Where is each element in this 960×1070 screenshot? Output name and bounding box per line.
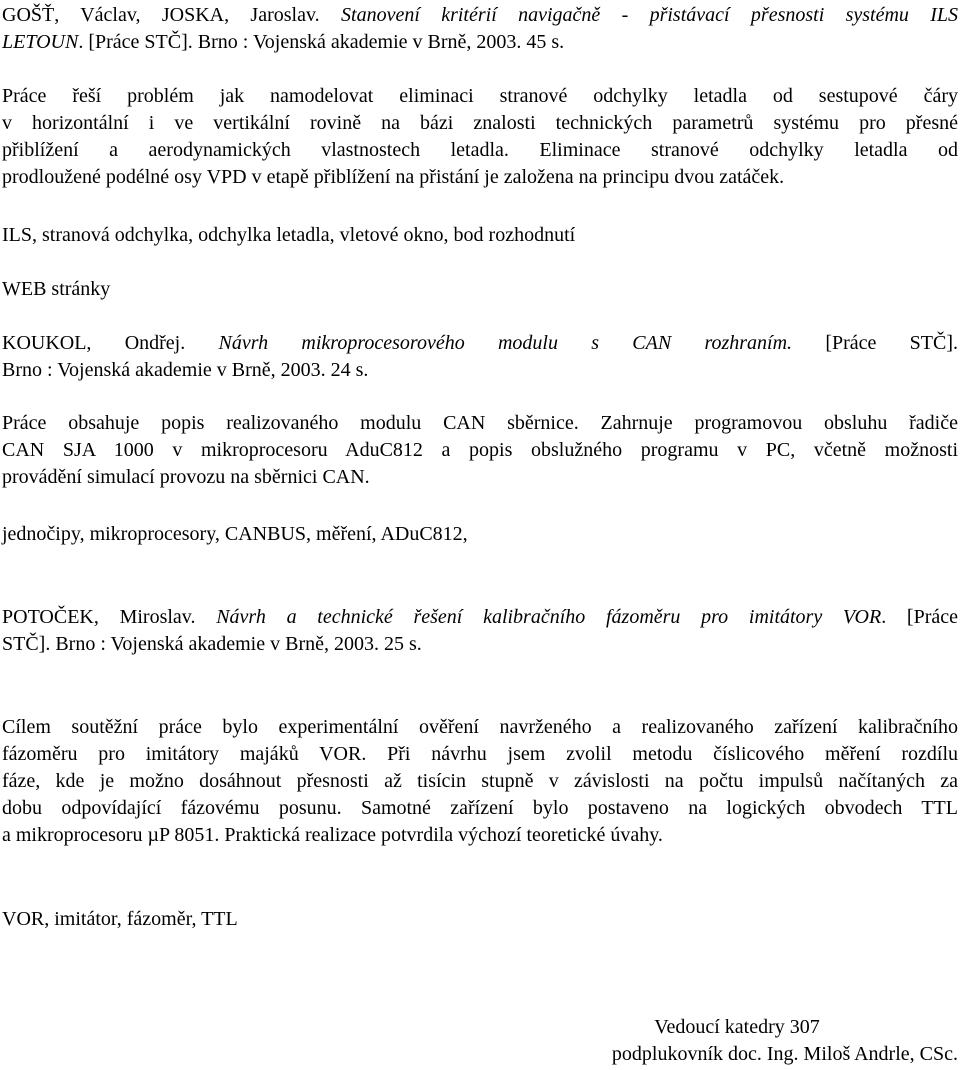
- entry-2-citation-line-1: [2, 330, 958, 357]
- abstract-line: v horizontální i ve vertikální rovině na bázi znalosti technických parametrů systému pro přesné: [2, 112, 958, 134]
- entry-2-keywords: jednočipy, mikroprocesory, CANBUS, měření, ADuC812,: [2, 523, 468, 545]
- entry-3-citation-line-1: [2, 604, 958, 631]
- entry-3-title: Návrh a technické řešení kalibračního fázoměru pro imitátory VOR: [216, 606, 882, 628]
- abstract-line: Cílem soutěžní práce bylo experimentální ověření navrženého a realizovaného zařízení kalibračního: [2, 716, 958, 738]
- signature-name: podplukovník doc. Ing. Miloš Andrle, CSc.: [611, 1043, 958, 1065]
- abstract-line: fáze, kde je možno dosáhnout přesnosti až tisícin stupně v závislosti na počtu impulsů načítaných za: [2, 770, 958, 792]
- abstract-line: CAN SJA 1000 v mikroprocesoru AduC812 a popis obslužného programu v PC, včetně možnosti: [2, 439, 958, 461]
- entry-2-authors: KOUKOL, Ondřej.: [2, 332, 186, 354]
- entry-1-citation-line-2: [2, 29, 958, 56]
- entry-3-publication: . [Práce: [881, 606, 959, 628]
- abstract-line: Práce řeší problém jak namodelovat eliminaci stranové odchylky letadla od sestupové čáry: [2, 85, 958, 107]
- abstract-line: fázoměru pro imitátory majáků VOR. Při návrhu jsem zvolil metodu číslicového měření rozdílu: [2, 743, 958, 765]
- abstract-line: dobu odpovídající fázovému posunu. Samotné zařízení bylo postaveno na logických obvodech TTL: [2, 797, 958, 819]
- abstract-line: prodloužené podélné osy VPD v etapě přiblížení na přistání je založena na principu dvou zatáček.: [2, 166, 785, 188]
- entry-2-abstract: [2, 410, 958, 491]
- entry-2-citation: [2, 330, 958, 384]
- entry-2-publication: [Práce STČ].: [825, 332, 959, 354]
- entry-1-keywords: ILS, stranová odchylka, odchylka letadla, vletové okno, bod rozhodnutí: [2, 224, 576, 246]
- entry-3-citation-line-2: STČ]. Brno : Vojenská akademie v Brně, 2003. 25 s.: [2, 633, 422, 655]
- entry-1-citation-line-1: [2, 2, 958, 29]
- entry-2-citation-line-2: Brno : Vojenská akademie v Brně, 2003. 24 s.: [2, 359, 369, 381]
- entry-2-title: Návrh mikroprocesorového modulu s CAN rozhraním.: [218, 332, 793, 354]
- abstract-line: Práce obsahuje popis realizovaného modulu CAN sběrnice. Zahrnuje programovou obsluhu řadiče: [2, 412, 958, 434]
- entry-1-title: Stanovení kritérií navigačně - přistávací přesnosti systému ILS: [341, 4, 959, 26]
- entry-3-abstract: [2, 714, 958, 849]
- signature-title: Vedoucí katedry 307: [654, 1016, 820, 1038]
- document-page: [2, 0, 958, 1070]
- entry-1-title-cont: LETOUN: [2, 31, 79, 53]
- entry-1-publication: . [Práce STČ]. Brno : Vojenská akademie v Brně, 2003. 45 s.: [78, 31, 565, 53]
- entry-1-abstract: [2, 83, 958, 191]
- entry-3-authors: POTOČEK, Miroslav.: [2, 606, 196, 628]
- abstract-line: a mikroprocesoru µP 8051. Praktická realizace potvrdila výchozí teoretické úvahy.: [2, 824, 663, 846]
- entry-1-extra: WEB stránky: [2, 278, 111, 300]
- entry-3-keywords: VOR, imitátor, fázoměr, TTL: [2, 908, 238, 930]
- abstract-line: přiblížení a aerodynamických vlastnostech letadla. Eliminace stranové odchylky letadla od: [2, 139, 958, 161]
- entry-1-authors: GOŠŤ, Václav, JOSKA, Jaroslav.: [2, 4, 320, 26]
- signature-block: [458, 1014, 958, 1068]
- entry-3-citation: [2, 604, 958, 658]
- abstract-line: provádění simulací provozu na sběrnici CAN.: [2, 466, 370, 488]
- entry-1-citation: [2, 2, 958, 56]
